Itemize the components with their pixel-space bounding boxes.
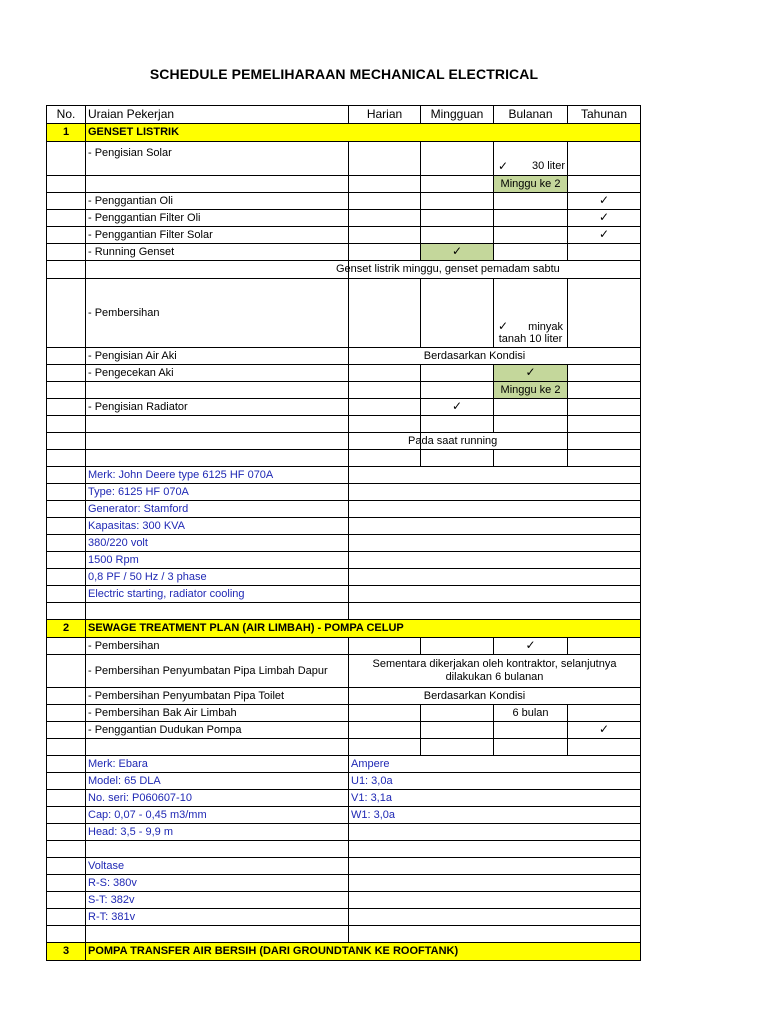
table-row <box>47 382 641 399</box>
spec-volt: 380/220 volt <box>86 535 349 552</box>
check-icon: ✓ <box>498 159 509 174</box>
spec-row <box>47 756 641 773</box>
task-pembersihan: - Pembersihan <box>86 279 349 348</box>
table-row <box>47 142 641 176</box>
section-row-sewage <box>47 620 641 638</box>
table-row <box>47 365 641 382</box>
spec-merk: Merk: John Deere type 6125 HF 070A <box>86 467 349 484</box>
spec-row <box>47 824 641 841</box>
table-row <box>47 348 641 365</box>
solar-week-badge: Minggu ke 2 <box>494 176 568 193</box>
header-tahunan: Tahunan <box>568 106 641 124</box>
spec-head: Head: 3,5 - 9,9 m <box>86 824 349 841</box>
spec-generator: Generator: Stamford <box>86 501 349 518</box>
table-row <box>47 176 641 193</box>
spec-row <box>47 858 641 875</box>
task-ganti-filter-solar: - Penggantian Filter Solar <box>86 227 349 244</box>
table-row <box>47 926 641 943</box>
cek-aki-week-badge: Minggu ke 2 <box>494 382 568 399</box>
spec-row <box>47 518 641 535</box>
spec-w1: W1: 3,0a <box>349 807 641 824</box>
task-air-aki: - Pengisian Air Aki <box>86 348 349 365</box>
section-title: SEWAGE TREATMENT PLAN (AIR LIMBAH) - POMPA CELUP <box>86 620 641 638</box>
spec-row <box>47 501 641 518</box>
spec-row <box>47 909 641 926</box>
section-number: 2 <box>47 620 86 638</box>
pipa-toilet-note: Berdasarkan Kondisi <box>349 688 641 705</box>
section-row-genset <box>47 124 641 142</box>
task-pipa-dapur: - Pembersihan Penyumbatan Pipa Limbah Dapur <box>86 655 349 688</box>
task-radiator: - Pengisian Radiator <box>86 399 349 416</box>
header-mingguan: Mingguan <box>421 106 494 124</box>
spec-v1: V1: 3,1a <box>349 790 641 807</box>
section-title: POMPA TRANSFER AIR BERSIH (DARI GROUNDTANK KE ROOFTANK) <box>86 943 641 961</box>
table-row <box>47 279 641 348</box>
spec-type: Type: 6125 HF 070A <box>86 484 349 501</box>
header-uraian: Uraian Pekerjan <box>86 106 349 124</box>
task-ganti-oli: - Penggantian Oli <box>86 193 349 210</box>
bak-air-note: 6 bulan <box>494 705 568 722</box>
spec-st: S-T: 382v <box>86 892 349 909</box>
table-row <box>47 399 641 416</box>
table-row <box>47 705 641 722</box>
spec-row <box>47 467 641 484</box>
pembersihan-note: minyak tanah 10 liter <box>498 320 563 346</box>
spec-voltase: Voltase <box>86 858 349 875</box>
table-row <box>47 739 641 756</box>
check-icon: ✓ <box>421 244 494 261</box>
spec-row <box>47 569 641 586</box>
table-row <box>47 722 641 739</box>
spec-merk-pompa: Merk: Ebara <box>86 756 349 773</box>
table-row <box>47 261 641 279</box>
spec-rt: R-T: 381v <box>86 909 349 926</box>
spec-rpm: 1500 Rpm <box>86 552 349 569</box>
check-icon: ✓ <box>494 365 568 382</box>
check-icon: ✓ <box>568 193 641 210</box>
spec-row <box>47 790 641 807</box>
spec-rs: R-S: 380v <box>86 875 349 892</box>
table-row <box>47 227 641 244</box>
running-note: Genset listrik minggu, genset pemadam sabtu <box>349 261 641 279</box>
task-pipa-toilet: - Pembersihan Penyumbatan Pipa Toilet <box>86 688 349 705</box>
spec-starting: Electric starting, radiator cooling <box>86 586 349 603</box>
spec-u1: U1: 3,0a <box>349 773 641 790</box>
spec-row <box>47 875 641 892</box>
task-pembersihan-stp: - Pembersihan <box>86 638 349 655</box>
bulanan-cell <box>494 142 568 176</box>
spec-cap: Cap: 0,07 - 0,45 m3/mm <box>86 807 349 824</box>
section-title: GENSET LISTRIK <box>86 124 641 142</box>
header-harian: Harian <box>349 106 421 124</box>
check-icon: ✓ <box>421 399 494 416</box>
spec-row <box>47 586 641 603</box>
check-icon: ✓ <box>568 722 641 739</box>
section-row-pompa-transfer <box>47 943 641 961</box>
table-header-row <box>47 106 641 124</box>
table-row <box>47 433 641 450</box>
spec-row <box>47 535 641 552</box>
spec-row <box>47 807 641 824</box>
task-running-genset: - Running Genset <box>86 244 349 261</box>
task-ganti-filter-oli: - Penggantian Filter Oli <box>86 210 349 227</box>
table-row <box>47 416 641 433</box>
task-dudukan: - Penggantian Dudukan Pompa <box>86 722 349 739</box>
table-row <box>47 450 641 467</box>
spec-row <box>47 484 641 501</box>
pembersihan-note-cell <box>494 279 568 348</box>
radiator-note-cell: Pada saat running <box>421 433 568 450</box>
header-no: No. <box>47 106 86 124</box>
task-cek-aki: - Pengecekan Aki <box>86 365 349 382</box>
spec-row <box>47 552 641 569</box>
table-row <box>47 244 641 261</box>
spec-model: Model: 65 DLA <box>86 773 349 790</box>
spec-row <box>47 892 641 909</box>
solar-amount: 30 liter <box>531 160 565 173</box>
table-row <box>47 210 641 227</box>
table-row <box>47 688 641 705</box>
spec-phase: 0,8 PF / 50 Hz / 3 phase <box>86 569 349 586</box>
spec-ampere: Ampere <box>349 756 641 773</box>
section-number: 1 <box>47 124 86 142</box>
section-number: 3 <box>47 943 86 961</box>
maintenance-schedule-table <box>46 105 641 961</box>
table-row <box>47 655 641 688</box>
check-icon: ✓ <box>568 210 641 227</box>
air-aki-note: Berdasarkan Kondisi <box>349 348 641 365</box>
task-bak-air: - Pembersihan Bak Air Limbah <box>86 705 349 722</box>
table-row <box>47 638 641 655</box>
spec-seri: No. seri: P060607-10 <box>86 790 349 807</box>
table-row <box>47 841 641 858</box>
table-row <box>47 193 641 210</box>
spec-kapasitas: Kapasitas: 300 KVA <box>86 518 349 535</box>
header-bulanan: Bulanan <box>494 106 568 124</box>
pipa-dapur-note: Sementara dikerjakan oleh kontraktor, selanjutnya dilakukan 6 bulanan <box>349 655 641 688</box>
check-icon: ✓ <box>494 638 568 655</box>
spec-row <box>47 773 641 790</box>
table-row <box>47 603 641 620</box>
check-icon: ✓ <box>498 318 517 333</box>
check-icon: ✓ <box>568 227 641 244</box>
task-pengisian-solar: - Pengisian Solar <box>86 142 349 176</box>
document-title: SCHEDULE PEMELIHARAAN MECHANICAL ELECTRICAL <box>149 66 539 82</box>
